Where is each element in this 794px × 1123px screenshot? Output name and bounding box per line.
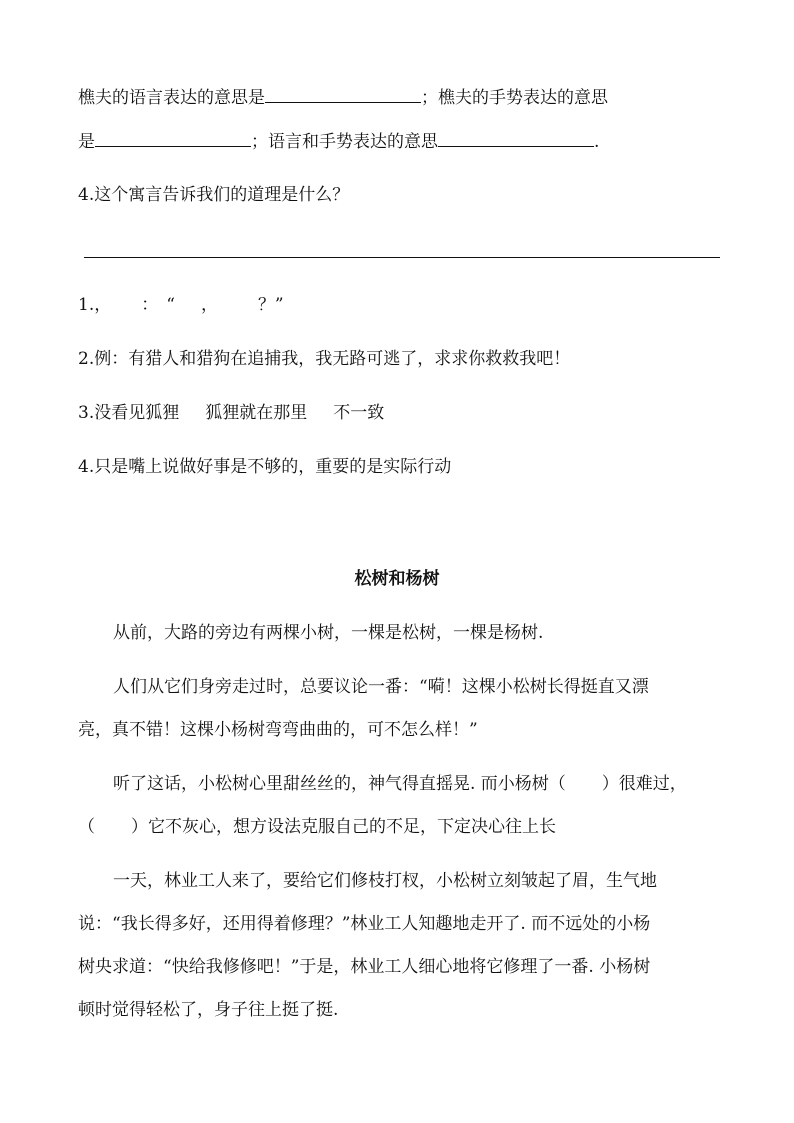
answer-2: 2.例：有猎人和猎狗在追捕我，我无路可逃了，求求你救救我吧！ bbox=[78, 349, 571, 369]
story-title: 松树和杨树 bbox=[354, 569, 440, 589]
story-p4-line-4: 顿时觉得轻松了，身子往上挺了挺. bbox=[78, 1000, 339, 1020]
q3-line-1 bbox=[78, 86, 608, 109]
answer-3 bbox=[78, 402, 384, 424]
blank-2[interactable] bbox=[95, 130, 251, 147]
blank-1[interactable] bbox=[265, 86, 421, 103]
answer-3-part-2: 狐狸就在那里 bbox=[205, 403, 308, 423]
story-p3-text-a: 听了这话，小松树心里甜丝丝的，神气得直摇晃. 而小杨树（ bbox=[113, 774, 566, 794]
answer-1-comma-2: ， bbox=[200, 295, 218, 315]
q3-text-a: 樵夫的语言表达的意思是 bbox=[78, 88, 265, 108]
story-p4-line-3: 树央求道：“快给我修修吧！”于是，林业工人细心地将它修理了一番. 小杨树 bbox=[78, 957, 651, 977]
answer-3-part-3: 不一致 bbox=[333, 403, 385, 423]
story-p3-text-d: ）它不灰心，想方设法克服自己的不足，下定决心往上长 bbox=[131, 817, 556, 837]
answer-line[interactable] bbox=[84, 257, 720, 258]
q3-text-e: . bbox=[594, 132, 600, 152]
blank-3[interactable] bbox=[438, 130, 594, 147]
story-p2-line-2: 亮，真不错！这棵小杨树弯弯曲曲的，可不怎么样！” bbox=[78, 720, 478, 740]
answer-4: 4.只是嘴上说做好事是不够的，重要的是实际行动 bbox=[78, 457, 452, 477]
q4-question: 4.这个寓言告诉我们的道理是什么？ bbox=[78, 185, 350, 205]
answer-1-close: ？” bbox=[257, 295, 284, 315]
story-p4-line-2: 说：“我长得多好，还用得着修理？”林业工人知趣地走开了. 而不远处的小杨 bbox=[78, 914, 651, 934]
answer-1-colon: ： bbox=[141, 295, 159, 315]
answer-3-part-1: 3.没看见狐狸 bbox=[78, 403, 180, 423]
q3-text-b: ；樵夫的手势表达的意思 bbox=[421, 88, 608, 108]
answer-1-number: 1. bbox=[78, 295, 95, 315]
story-p3-text-c: （ bbox=[78, 817, 95, 837]
q3-line-2 bbox=[78, 130, 599, 153]
story-p1: 从前，大路的旁边有两棵小树，一棵是松树，一棵是杨树. bbox=[113, 623, 544, 643]
answer-1-comma: ， bbox=[94, 295, 112, 315]
q3-text-c: 是 bbox=[78, 132, 95, 152]
story-p3-line-1 bbox=[113, 773, 687, 795]
story-p4-line-1: 一天，林业工人来了，要给它们修枝打杈，小松树立刻皱起了眉，生气地 bbox=[113, 871, 657, 891]
q3-text-d: ；语言和手势表达的意思 bbox=[251, 132, 438, 152]
story-p2-line-1: 人们从它们身旁走过时，总要议论一番：“嗬！这棵小松树长得挺直又漂 bbox=[113, 677, 649, 697]
answer-1 bbox=[78, 294, 284, 316]
story-p3-text-b: ）很难过， bbox=[601, 774, 687, 794]
answer-1-open-quote: “ bbox=[166, 295, 175, 315]
story-p3-line-2 bbox=[78, 816, 556, 838]
